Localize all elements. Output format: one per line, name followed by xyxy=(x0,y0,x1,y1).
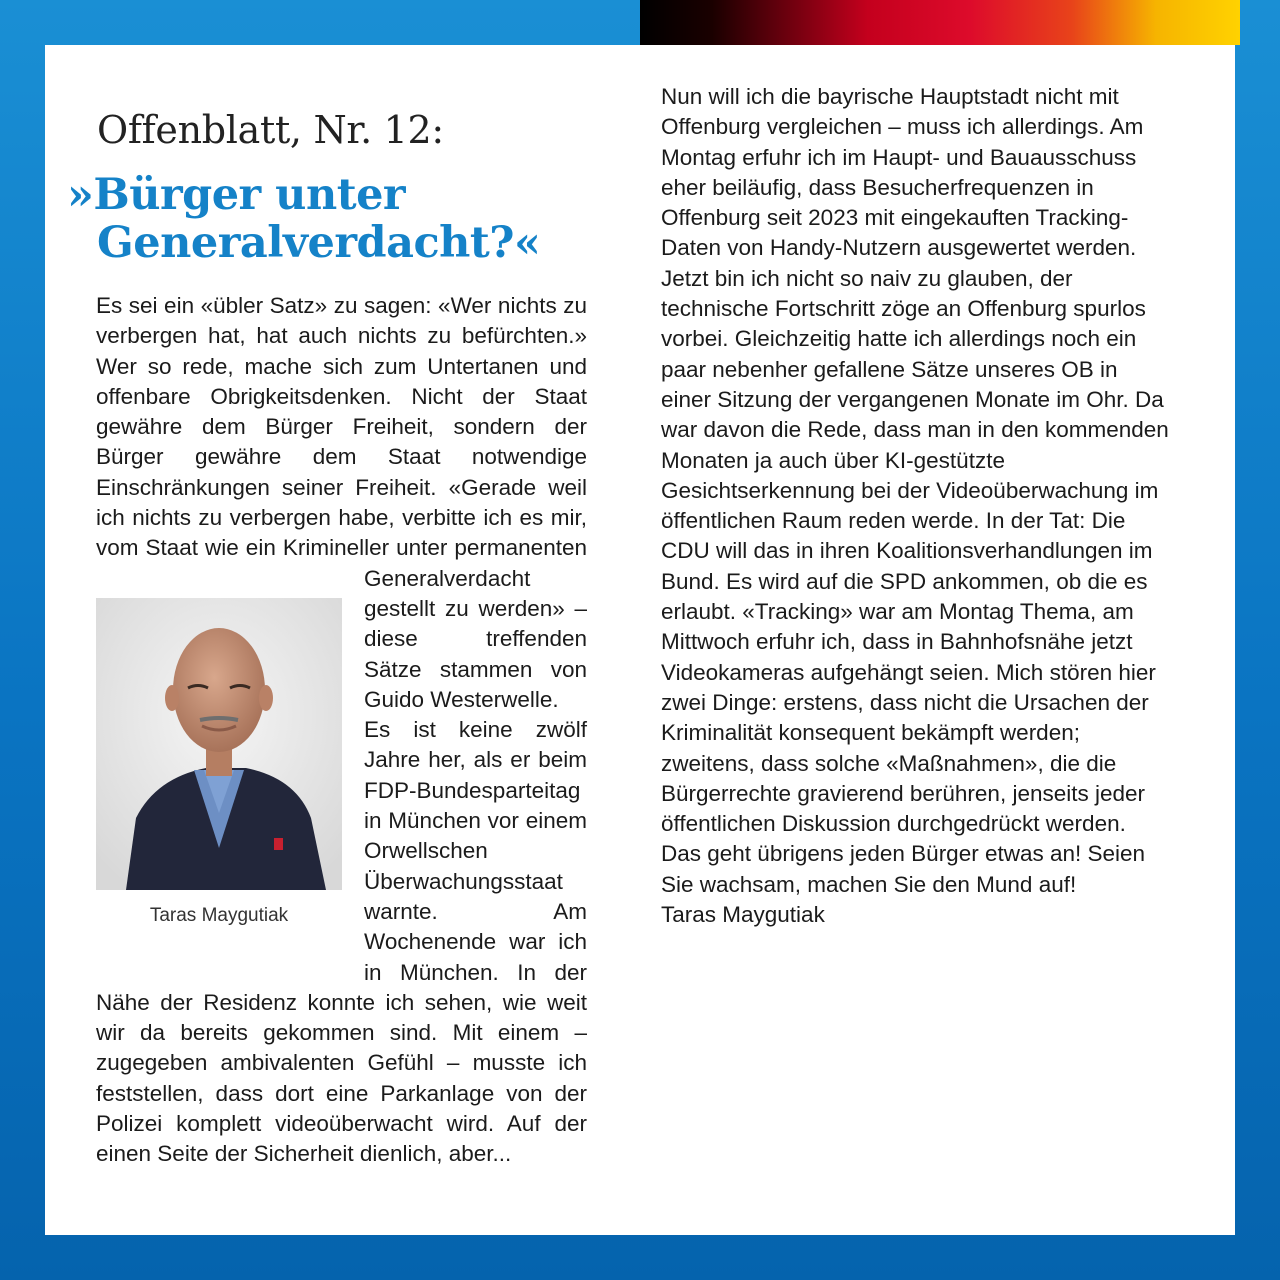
author-portrait-image xyxy=(96,598,342,890)
author-photo xyxy=(96,598,342,890)
flag-color-bar xyxy=(640,0,1240,45)
author-photo-block xyxy=(96,598,342,928)
photo-caption: Taras Maygutiak xyxy=(149,905,289,926)
headline-line-1: »Bürger unter xyxy=(67,170,406,220)
article-panel xyxy=(45,45,1235,1235)
article-kicker: Offenblatt, Nr. 12: xyxy=(97,108,444,152)
left-paragraph-1: Es sei ein «übler Satz» zu sagen: «Wer nichts zu verbergen hat, hat auch nichts zu befürchten.» Wer so rede, mache sich zum Untertanen und offenbare Obrigkeitsdenken. Nicht der Staat gewähre dem Bürger Freiheit, sondern der Bürger gewähre dem Staat notwendige Einschränkungen seiner Freiheit. «Gerade weil ich nichts zu verbergen habe, verbitte ich es mir, vom Staat wie ein Krimineller unter permanenten Generalverdacht gestellt zu werden» – diese treffenden Sätze stammen von Guido Westerwelle. xyxy=(96,293,587,712)
right-paragraph: Nun will ich die bayrische Hauptstadt nicht mit Offenburg vergleichen – muss ich allerdings. Am Montag erfuhr ich im Haupt- und Bauausschuss eher beiläufig, dass Besucherfrequenzen in Offenburg seit 2023 mit eingekauften Tracking-Daten von Handy-Nutzern ausgewertet werden. Jetzt bin ich nicht so naiv zu glauben, der technische Fortschritt zöge an Offenburg spurlos vorbei. Gleichzeitig hatte ich allerdings noch ein paar nebenher gefallene Sätze unseres OB in einer Sitzung der vergangenen Monate im Ohr. Da war davon die Rede, dass man in den kommenden Monaten ja auch über KI-gestützte Gesichtserkennung bei der Videoüberwachung im öffentlichen Raum reden werde. In der Tat: Die CDU will das in ihren Koalitionsverhandlungen im Bund. Es wird auf die SPD ankommen, ob die es erlaubt. «Tracking» war am Montag Thema, am Mittwoch erfuhr ich, dass in Bahnhofsnähe jetzt Videokameras aufgehängt seien. Mich stören hier zwei Dinge: erstens, dass nicht die Ursachen der Kriminalität konsequent bekämpft werden; zweitens, dass solche «Maßnahmen», die die Bürgerrechte gravierend berühren, jenseits jeder öffentlichen Diskussion durchgedrückt werden. Das geht übrigens jeden Bürger etwas an! Seien Sie wachsam, machen Sie den Mund auf! xyxy=(661,84,1169,897)
author-byline: Taras Maygutiak xyxy=(661,902,825,928)
headline-line-2: Generalverdacht?« xyxy=(97,218,541,268)
right-column xyxy=(661,82,1169,930)
article-headline xyxy=(67,171,540,267)
left-paragraph-2: Es ist keine zwölf Jahre her, als er beim FDP-Bundesparteitag in München vor einem Orwellschen Überwachungsstaat warnte. Am Wochenende war ich in München. In der Nähe der Residenz konnte ich sehen, wie weit wir da bereits gekommen sind. Mit einem – zugegeben ambivalenten Gefühl – musste ich feststellen, dass dort eine Parkanlage von der Polizei komplett videoüberwacht wird. Auf der einen Seite der Sicherheit dienlich, aber... xyxy=(96,717,587,1167)
